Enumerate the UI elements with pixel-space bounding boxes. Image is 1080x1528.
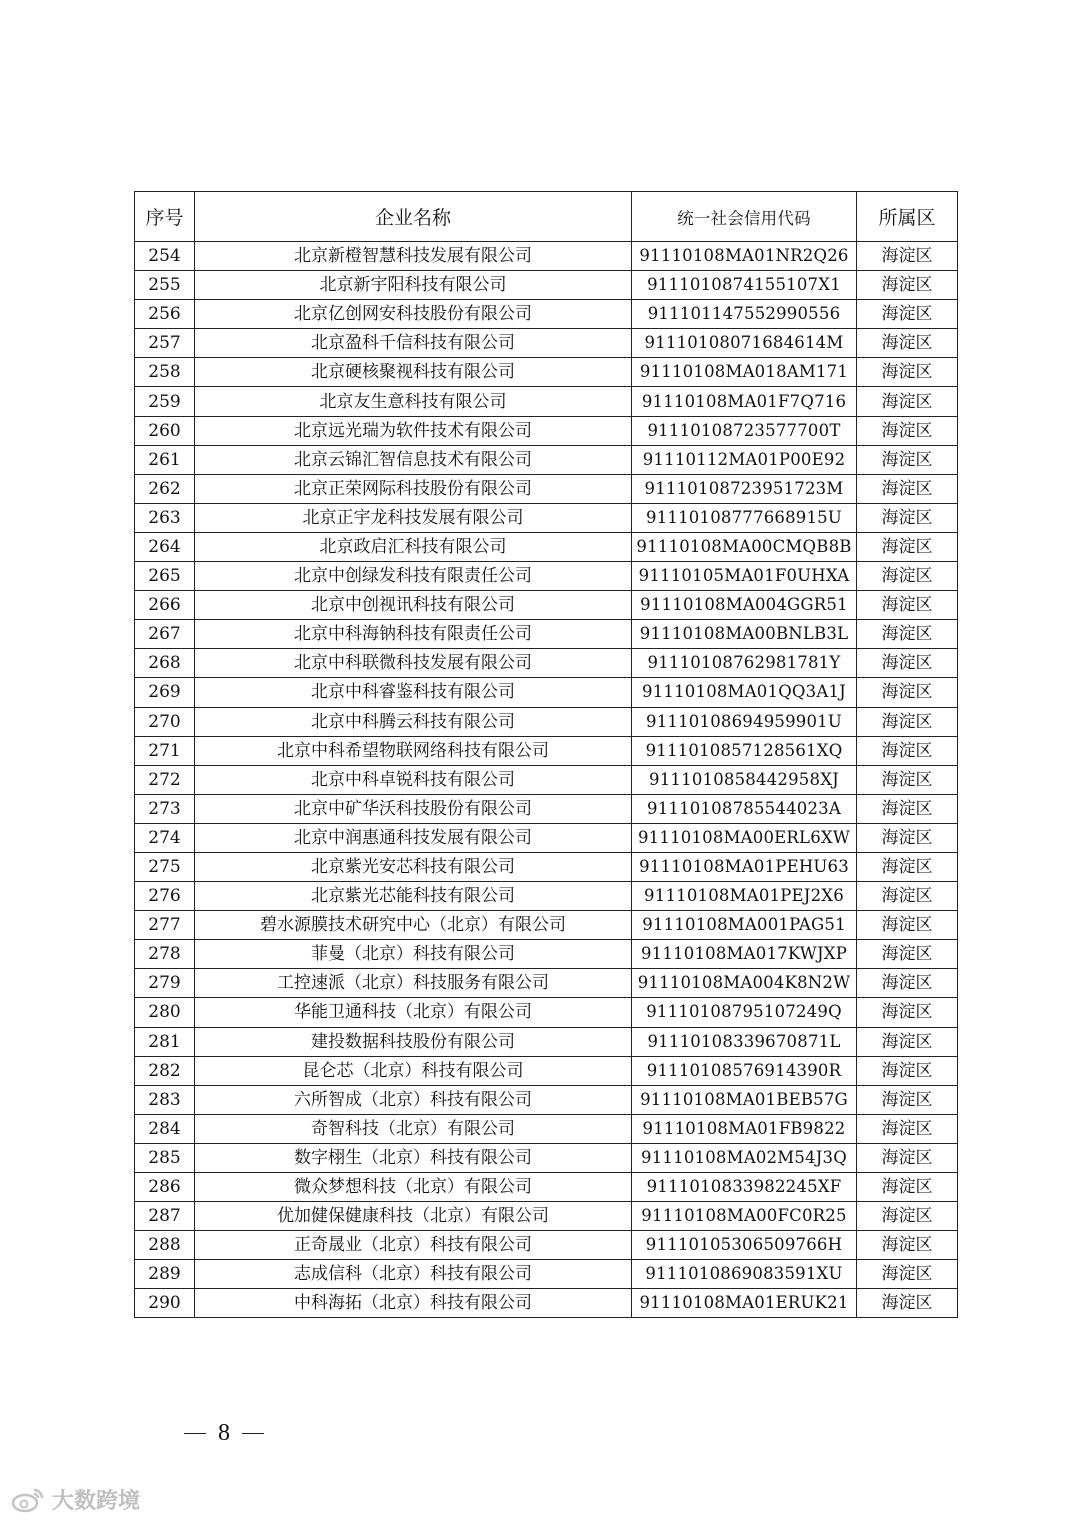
cell-company-name: 北京中矿华沃科技股份有限公司 bbox=[195, 794, 632, 823]
cell-index: 289 bbox=[135, 1260, 195, 1289]
table-row bbox=[135, 940, 958, 969]
cell-index: 265 bbox=[135, 562, 195, 591]
cell-index: 254 bbox=[135, 242, 195, 271]
cell-credit-code: 91110105306509766H bbox=[632, 1231, 857, 1260]
cell-index: 273 bbox=[135, 794, 195, 823]
cell-index: 281 bbox=[135, 1027, 195, 1056]
cell-company-name: 菲曼（北京）科技有限公司 bbox=[195, 940, 632, 969]
header-credit-code: 统一社会信用代码 bbox=[632, 192, 857, 242]
cell-company-name: 北京远光瑞为软件技术有限公司 bbox=[195, 416, 632, 445]
cell-company-name: 志成信科（北京）科技有限公司 bbox=[195, 1260, 632, 1289]
cell-credit-code: 91110108MA01ERUK21 bbox=[632, 1289, 857, 1318]
cell-index: 278 bbox=[135, 940, 195, 969]
cell-district: 海淀区 bbox=[857, 1114, 958, 1143]
table-row bbox=[135, 503, 958, 532]
cell-district: 海淀区 bbox=[857, 794, 958, 823]
cell-index: 271 bbox=[135, 736, 195, 765]
cell-credit-code: 91110108MA01PEJ2X6 bbox=[632, 882, 857, 911]
table-row bbox=[135, 1260, 958, 1289]
footer-dash-right bbox=[242, 1433, 264, 1434]
cell-district: 海淀区 bbox=[857, 300, 958, 329]
cell-index: 277 bbox=[135, 911, 195, 940]
table-row bbox=[135, 1202, 958, 1231]
table-body bbox=[135, 242, 958, 1318]
table-row bbox=[135, 765, 958, 794]
cell-company-name: 奇智科技（北京）有限公司 bbox=[195, 1114, 632, 1143]
table-row bbox=[135, 358, 958, 387]
cell-company-name: 北京中创视讯科技有限公司 bbox=[195, 591, 632, 620]
cell-index: 285 bbox=[135, 1143, 195, 1172]
cell-company-name: 北京中科卓锐科技有限公司 bbox=[195, 765, 632, 794]
watermark-text: 大数跨境 bbox=[52, 1489, 141, 1514]
header-index: 序号 bbox=[135, 192, 195, 242]
cell-credit-code: 91110108694959901U bbox=[632, 707, 857, 736]
table-row bbox=[135, 969, 958, 998]
cell-district: 海淀区 bbox=[857, 1202, 958, 1231]
cell-company-name: 北京中科联微科技发展有限公司 bbox=[195, 649, 632, 678]
table-row bbox=[135, 562, 958, 591]
cell-index: 267 bbox=[135, 620, 195, 649]
cell-credit-code: 91110108MA01PEHU63 bbox=[632, 852, 857, 881]
cell-company-name: 北京紫光芯能科技有限公司 bbox=[195, 882, 632, 911]
page-number: 8 bbox=[218, 1420, 230, 1446]
cell-credit-code: 91110108723577700T bbox=[632, 416, 857, 445]
cell-district: 海淀区 bbox=[857, 1173, 958, 1202]
cell-district: 海淀区 bbox=[857, 765, 958, 794]
weibo-logo-icon bbox=[10, 1486, 46, 1514]
cell-credit-code: 91110108MA004K8N2W bbox=[632, 969, 857, 998]
cell-index: 256 bbox=[135, 300, 195, 329]
cell-district: 海淀区 bbox=[857, 1085, 958, 1114]
cell-index: 284 bbox=[135, 1114, 195, 1143]
cell-district: 海淀区 bbox=[857, 591, 958, 620]
cell-index: 280 bbox=[135, 998, 195, 1027]
cell-district: 海淀区 bbox=[857, 1056, 958, 1085]
cell-credit-code: 91110108MA01BEB57G bbox=[632, 1085, 857, 1114]
cell-credit-code: 91110108MA01F7Q716 bbox=[632, 387, 857, 416]
cell-credit-code: 91110108339670871L bbox=[632, 1027, 857, 1056]
cell-company-name: 北京中创绿发科技有限责任公司 bbox=[195, 562, 632, 591]
cell-index: 263 bbox=[135, 503, 195, 532]
cell-district: 海淀区 bbox=[857, 649, 958, 678]
table-row bbox=[135, 1114, 958, 1143]
cell-company-name: 正奇晟业（北京）科技有限公司 bbox=[195, 1231, 632, 1260]
cell-index: 264 bbox=[135, 532, 195, 561]
cell-credit-code: 91110108576914390R bbox=[632, 1056, 857, 1085]
cell-company-name: 北京中科希望物联网络科技有限公司 bbox=[195, 736, 632, 765]
cell-credit-code: 91110108723951723M bbox=[632, 474, 857, 503]
cell-company-name: 中科海拓（北京）科技有限公司 bbox=[195, 1289, 632, 1318]
cell-district: 海淀区 bbox=[857, 562, 958, 591]
table-row bbox=[135, 882, 958, 911]
cell-company-name: 六所智成（北京）科技有限公司 bbox=[195, 1085, 632, 1114]
cell-district: 海淀区 bbox=[857, 940, 958, 969]
cell-district: 海淀区 bbox=[857, 969, 958, 998]
cell-credit-code: 91110108762981781Y bbox=[632, 649, 857, 678]
table-row bbox=[135, 1085, 958, 1114]
header-district: 所属区 bbox=[857, 192, 958, 242]
table-row bbox=[135, 649, 958, 678]
cell-company-name: 北京紫光安芯科技有限公司 bbox=[195, 852, 632, 881]
cell-district: 海淀区 bbox=[857, 678, 958, 707]
cell-index: 269 bbox=[135, 678, 195, 707]
table-row bbox=[135, 1027, 958, 1056]
cell-district: 海淀区 bbox=[857, 474, 958, 503]
table-row bbox=[135, 387, 958, 416]
cell-index: 283 bbox=[135, 1085, 195, 1114]
cell-index: 266 bbox=[135, 591, 195, 620]
table-row bbox=[135, 620, 958, 649]
table-row bbox=[135, 678, 958, 707]
cell-credit-code: 9111010874155107X1 bbox=[632, 271, 857, 300]
cell-index: 255 bbox=[135, 271, 195, 300]
cell-credit-code: 91110108MA01FB9822 bbox=[632, 1114, 857, 1143]
cell-company-name: 数字栩生（北京）科技有限公司 bbox=[195, 1143, 632, 1172]
table-row bbox=[135, 852, 958, 881]
cell-index: 270 bbox=[135, 707, 195, 736]
cell-company-name: 北京盈科千信科技有限公司 bbox=[195, 329, 632, 358]
table-row bbox=[135, 823, 958, 852]
cell-district: 海淀区 bbox=[857, 358, 958, 387]
cell-district: 海淀区 bbox=[857, 852, 958, 881]
cell-district: 海淀区 bbox=[857, 1231, 958, 1260]
cell-company-name: 北京中科海钠科技有限责任公司 bbox=[195, 620, 632, 649]
table-row bbox=[135, 445, 958, 474]
cell-company-name: 工控速派（北京）科技服务有限公司 bbox=[195, 969, 632, 998]
cell-index: 268 bbox=[135, 649, 195, 678]
page-footer bbox=[172, 1420, 276, 1447]
table-row bbox=[135, 736, 958, 765]
header-company-name: 企业名称 bbox=[195, 192, 632, 242]
cell-index: 282 bbox=[135, 1056, 195, 1085]
cell-index: 288 bbox=[135, 1231, 195, 1260]
cell-district: 海淀区 bbox=[857, 823, 958, 852]
cell-credit-code: 9111010869083591XU bbox=[632, 1260, 857, 1289]
cell-company-name: 北京政启汇科技有限公司 bbox=[195, 532, 632, 561]
cell-index: 279 bbox=[135, 969, 195, 998]
cell-company-name: 北京中科腾云科技有限公司 bbox=[195, 707, 632, 736]
cell-district: 海淀区 bbox=[857, 911, 958, 940]
cell-district: 海淀区 bbox=[857, 416, 958, 445]
cell-index: 290 bbox=[135, 1289, 195, 1318]
table-row bbox=[135, 329, 958, 358]
cell-index: 287 bbox=[135, 1202, 195, 1231]
cell-company-name: 北京友生意科技有限公司 bbox=[195, 387, 632, 416]
cell-district: 海淀区 bbox=[857, 1260, 958, 1289]
cell-index: 261 bbox=[135, 445, 195, 474]
cell-company-name: 北京正宇龙科技发展有限公司 bbox=[195, 503, 632, 532]
cell-district: 海淀区 bbox=[857, 736, 958, 765]
table-header-row bbox=[135, 192, 958, 242]
table-row bbox=[135, 1289, 958, 1318]
cell-credit-code: 91110108MA00ERL6XW bbox=[632, 823, 857, 852]
table-row bbox=[135, 707, 958, 736]
cell-credit-code: 91110108MA01QQ3A1J bbox=[632, 678, 857, 707]
cell-credit-code: 91110108MA018AM171 bbox=[632, 358, 857, 387]
cell-index: 286 bbox=[135, 1173, 195, 1202]
cell-company-name: 微众梦想科技（北京）有限公司 bbox=[195, 1173, 632, 1202]
table-row bbox=[135, 1056, 958, 1085]
watermark bbox=[10, 1484, 140, 1515]
cell-district: 海淀区 bbox=[857, 532, 958, 561]
cell-company-name: 华能卫通科技（北京）有限公司 bbox=[195, 998, 632, 1027]
table-row bbox=[135, 300, 958, 329]
cell-district: 海淀区 bbox=[857, 882, 958, 911]
cell-district: 海淀区 bbox=[857, 242, 958, 271]
table-row bbox=[135, 1173, 958, 1202]
cell-district: 海淀区 bbox=[857, 707, 958, 736]
cell-credit-code: 9111010858442958XJ bbox=[632, 765, 857, 794]
cell-credit-code: 9111010857128561XQ bbox=[632, 736, 857, 765]
cell-company-name: 碧水源膜技术研究中心（北京）有限公司 bbox=[195, 911, 632, 940]
cell-district: 海淀区 bbox=[857, 271, 958, 300]
table-row bbox=[135, 271, 958, 300]
cell-credit-code: 91110108777668915U bbox=[632, 503, 857, 532]
cell-company-name: 北京新橙智慧科技发展有限公司 bbox=[195, 242, 632, 271]
cell-index: 257 bbox=[135, 329, 195, 358]
cell-index: 259 bbox=[135, 387, 195, 416]
cell-district: 海淀区 bbox=[857, 1143, 958, 1172]
cell-index: 275 bbox=[135, 852, 195, 881]
cell-index: 274 bbox=[135, 823, 195, 852]
cell-index: 262 bbox=[135, 474, 195, 503]
cell-credit-code: 91110108MA00CMQB8B bbox=[632, 532, 857, 561]
footer-dash-left bbox=[184, 1433, 206, 1434]
cell-company-name: 北京云锦汇智信息技术有限公司 bbox=[195, 445, 632, 474]
cell-credit-code: 91110105MA01F0UHXA bbox=[632, 562, 857, 591]
cell-credit-code: 91110108MA004GGR51 bbox=[632, 591, 857, 620]
cell-company-name: 昆仑芯（北京）科技有限公司 bbox=[195, 1056, 632, 1085]
cell-district: 海淀区 bbox=[857, 503, 958, 532]
cell-index: 272 bbox=[135, 765, 195, 794]
cell-company-name: 优加健保健康科技（北京）有限公司 bbox=[195, 1202, 632, 1231]
cell-district: 海淀区 bbox=[857, 1289, 958, 1318]
cell-company-name: 北京中科睿鉴科技有限公司 bbox=[195, 678, 632, 707]
table-row bbox=[135, 794, 958, 823]
cell-company-name: 北京新宇阳科技有限公司 bbox=[195, 271, 632, 300]
table-row bbox=[135, 1231, 958, 1260]
cell-company-name: 北京正荣网际科技股份有限公司 bbox=[195, 474, 632, 503]
cell-company-name: 北京中润惠通科技发展有限公司 bbox=[195, 823, 632, 852]
table-row bbox=[135, 242, 958, 271]
table-row bbox=[135, 532, 958, 561]
cell-credit-code: 91110108MA001PAG51 bbox=[632, 911, 857, 940]
cell-district: 海淀区 bbox=[857, 387, 958, 416]
cell-credit-code: 91110108MA00BNLB3L bbox=[632, 620, 857, 649]
cell-credit-code: 91110108MA00FC0R25 bbox=[632, 1202, 857, 1231]
cell-credit-code: 91110112MA01P00E92 bbox=[632, 445, 857, 474]
table-row bbox=[135, 474, 958, 503]
cell-company-name: 北京亿创网安科技股份有限公司 bbox=[195, 300, 632, 329]
table-row bbox=[135, 911, 958, 940]
cell-district: 海淀区 bbox=[857, 1027, 958, 1056]
enterprise-table bbox=[134, 191, 958, 1318]
cell-credit-code: 911101147552990556 bbox=[632, 300, 857, 329]
cell-district: 海淀区 bbox=[857, 445, 958, 474]
cell-credit-code: 91110108MA017KWJXP bbox=[632, 940, 857, 969]
table-row bbox=[135, 998, 958, 1027]
cell-index: 276 bbox=[135, 882, 195, 911]
cell-index: 260 bbox=[135, 416, 195, 445]
cell-credit-code: 91110108795107249Q bbox=[632, 998, 857, 1027]
cell-credit-code: 91110108MA01NR2Q26 bbox=[632, 242, 857, 271]
cell-credit-code: 9111010833982245XF bbox=[632, 1173, 857, 1202]
cell-index: 258 bbox=[135, 358, 195, 387]
table-row bbox=[135, 1143, 958, 1172]
table-row bbox=[135, 591, 958, 620]
cell-district: 海淀区 bbox=[857, 620, 958, 649]
cell-credit-code: 91110108785544023A bbox=[632, 794, 857, 823]
cell-credit-code: 91110108MA02M54J3Q bbox=[632, 1143, 857, 1172]
cell-credit-code: 91110108071684614M bbox=[632, 329, 857, 358]
table-row bbox=[135, 416, 958, 445]
cell-district: 海淀区 bbox=[857, 329, 958, 358]
cell-district: 海淀区 bbox=[857, 998, 958, 1027]
cell-company-name: 建投数据科技股份有限公司 bbox=[195, 1027, 632, 1056]
cell-company-name: 北京硬核聚视科技有限公司 bbox=[195, 358, 632, 387]
